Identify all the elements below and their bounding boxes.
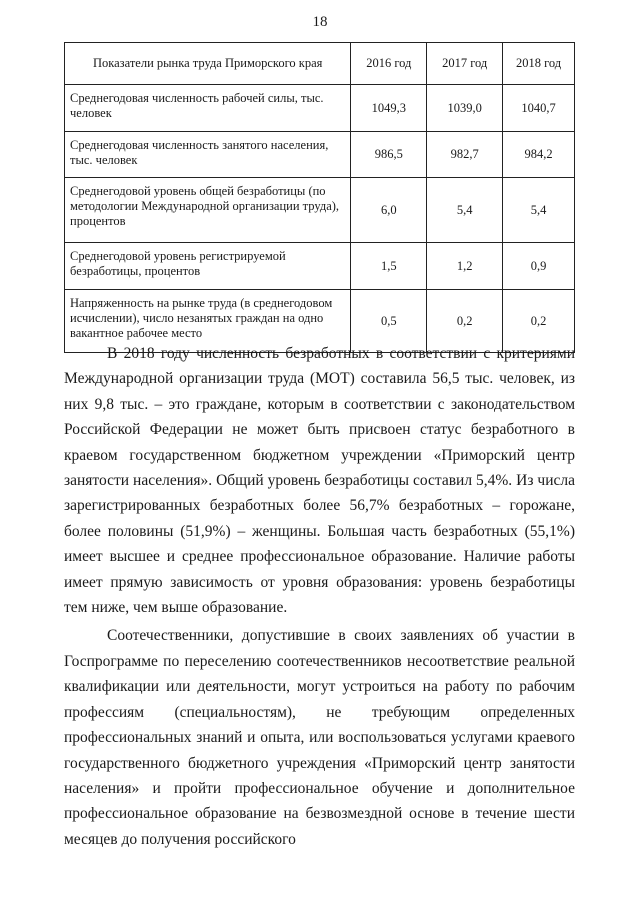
row-value: 0,5 — [351, 290, 427, 353]
row-label: Среднегодовой уровень общей безработицы (по методологии Международной организации труда), процентов — [65, 178, 351, 243]
table-header-indicator: Показатели рынка труда Приморского края — [65, 43, 351, 85]
table-row — [65, 243, 575, 290]
page-number: 18 — [312, 14, 328, 30]
row-value: 5,4 — [427, 178, 503, 243]
row-value: 1,5 — [351, 243, 427, 290]
row-value: 1039,0 — [427, 85, 503, 132]
row-label: Среднегодовой уровень регистрируемой безработицы, процентов — [65, 243, 351, 290]
body-text — [64, 341, 575, 852]
table-header-year: 2018 год — [503, 43, 575, 85]
row-label: Напряженность на рынке труда (в среднегодовом исчислении), число незанятых граждан на одно вакантное рабочее место — [65, 290, 351, 353]
table-row — [65, 132, 575, 178]
row-value: 986,5 — [351, 132, 427, 178]
row-label: Среднегодовая численность рабочей силы, тыс. человек — [65, 85, 351, 132]
row-value: 0,2 — [503, 290, 575, 353]
table-row — [65, 85, 575, 132]
row-value: 6,0 — [351, 178, 427, 243]
row-value: 5,4 — [503, 178, 575, 243]
row-label: Среднегодовая численность занятого населения, тыс. человек — [65, 132, 351, 178]
table-header-year: 2016 год — [351, 43, 427, 85]
row-value: 1040,7 — [503, 85, 575, 132]
row-value: 0,2 — [427, 290, 503, 353]
row-value: 1049,3 — [351, 85, 427, 132]
table-header-year: 2017 год — [427, 43, 503, 85]
row-value: 0,9 — [503, 243, 575, 290]
row-value: 1,2 — [427, 243, 503, 290]
row-value: 984,2 — [503, 132, 575, 178]
labor-market-table — [64, 42, 575, 353]
table-header-row — [65, 43, 575, 85]
row-value: 982,7 — [427, 132, 503, 178]
paragraph: Соотечественники, допустившие в своих заявлениях об участии в Госпрограмме по переселению соотечественников несоответствие реальной квалификации или деятельности, могут устроиться на работу по рабочим профессиям (специальностям), не требующим определенных профессиональных знаний и опыта, или воспользоваться услугами краевого государственного бюджетного учреждения «Приморский центр занятости населения» и пройти профессиональное обучение и дополнительное профессиональное образование на безвозмездной основе в течение шести месяцев до получения российского — [64, 627, 575, 848]
paragraph: В 2018 году численность безработных в соответствии с критериями Международной организации труда (МОТ) составила 56,5 тыс. человек, из них 9,8 тыс. – это граждане, которым в соответствии с законодательством Российской Федерации не может быть присвоен статус безработного в краевом государственном бюджетном учреждении «Приморский центр занятости населения». Общий уровень безработицы составил 5,4%. Из числа зарегистрированных безработных более 56,7% безработных – горожане, более половины (51,9%) – женщины. Большая часть безработных (55,1%) имеет высшее и среднее профессиональное образование. Наличие работы имеет прямую зависимость от уровня образования: уровень безработицы тем ниже, чем выше образование. — [64, 345, 575, 617]
table-row — [65, 178, 575, 243]
